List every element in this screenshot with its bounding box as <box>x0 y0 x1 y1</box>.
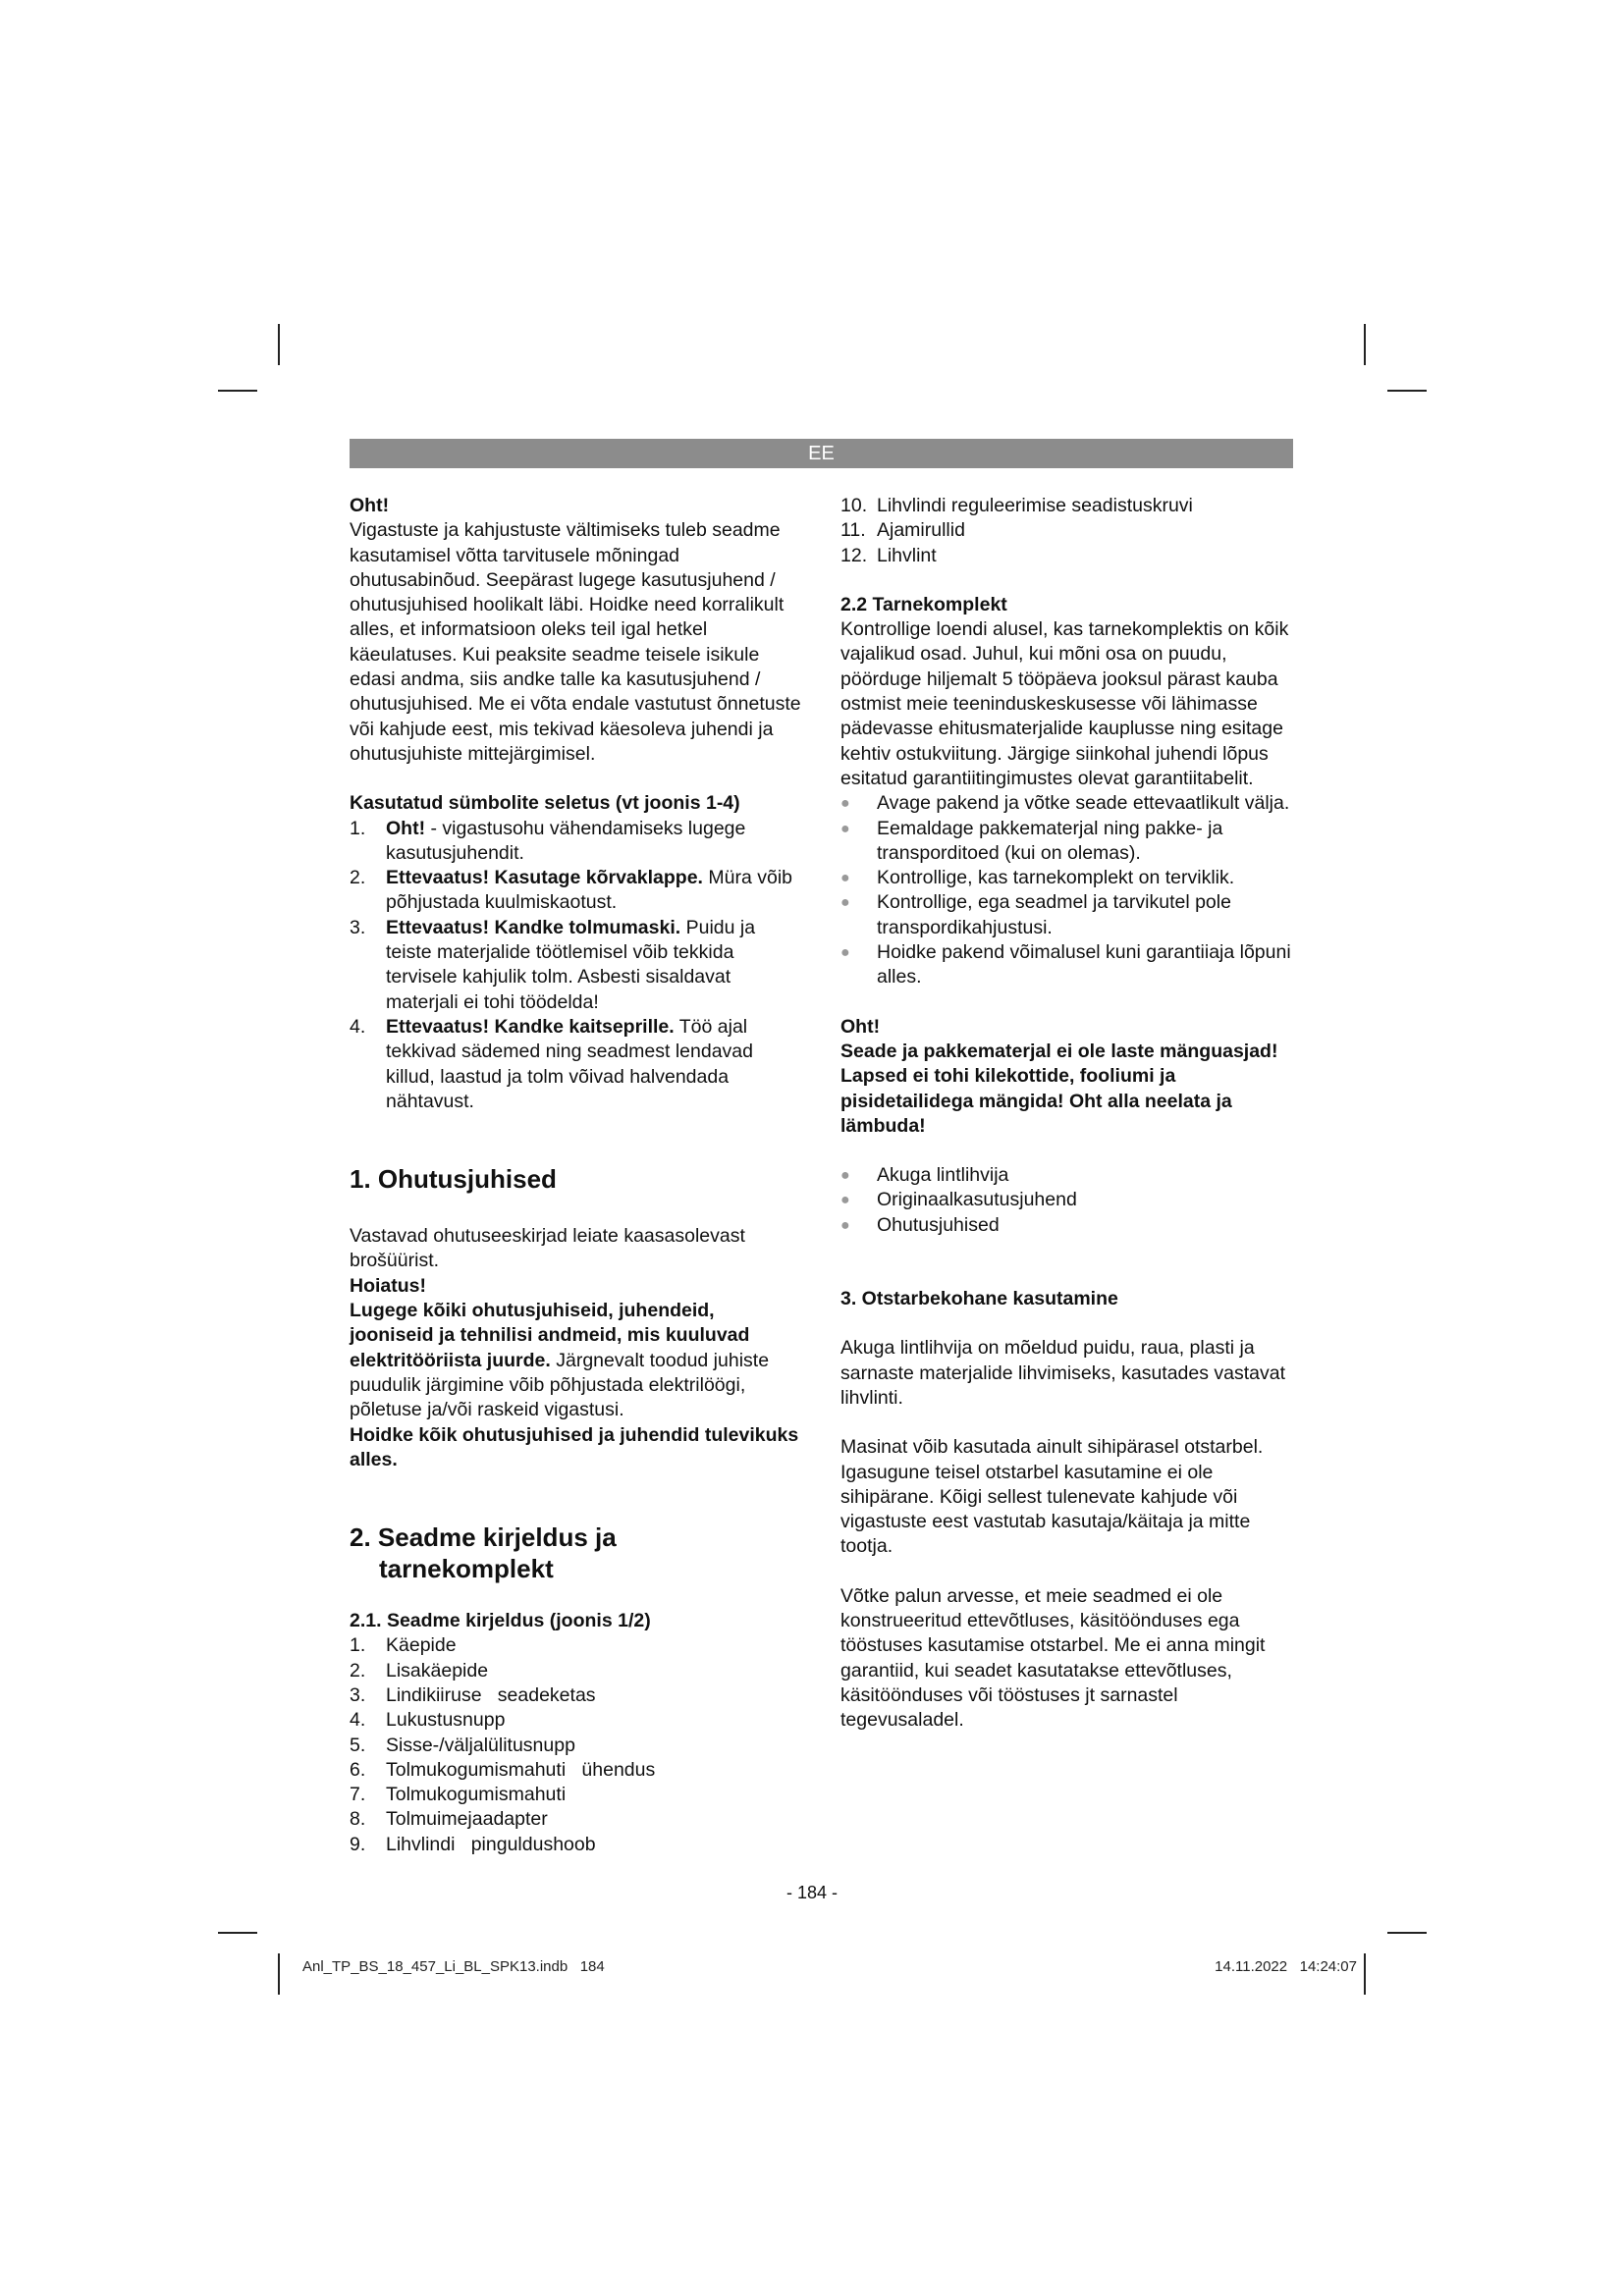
crop-mark <box>278 324 280 365</box>
section-3-p2: Masinat võib kasutada ainult sihipärasel otstarbel. Igasugune teisel otstarbel kasutamine ei ole sihipärane. Kõigi sellest tulenevate kahjude või vigastuste eest vastutab kasutaja/käitaja ja mitte tootja. <box>840 1436 1264 1558</box>
delivery-check-list <box>840 791 1294 989</box>
footer-file: Anl_TP_BS_18_457_Li_BL_SPK13.indb 184 <box>302 1958 605 1975</box>
list-item: ● Originaalkasutusjuhend <box>840 1189 1077 1211</box>
symbols-list <box>350 817 803 1115</box>
symbols-title: Kasutatud sümbolite seletus (vt joonis 1-4) <box>350 792 740 815</box>
part-item: 1. Käepide <box>350 1634 457 1657</box>
crop-mark <box>1364 324 1366 365</box>
intro-text: Vigastuste ja kahjustuste vältimiseks tuleb seadme kasutamisel võtta tarvitusele mõningad ohutusabinõud. Seepärast lugege kasutusjuhend / ohutusjuhised hoolikalt läbi. Hoidke need korralikult alles, et informatsioon oleks teil igal hetkel käeulatuses. Kui peaksite seadme teisele isikule edasi andma, siis andke talle ka kasutusjuhend / ohutusjuhised. Me ei võta endale vastutust õnnetuste või kahjude eest, mis tekivad käesoleva juhendi ja ohutusjuhiste mittejärgimisel. <box>350 519 801 765</box>
part-item: 11. Ajamirullid <box>840 519 965 542</box>
list-item: ● Avage pakend ja võtke seade ettevaatlikult välja. <box>840 792 1290 815</box>
part-item: 12. Lihvlint <box>840 544 937 566</box>
part-item: 7. Tolmukogumismahuti <box>350 1784 567 1806</box>
section-2-1-title: 2.1. Seadme kirjeldus (joonis 1/2) <box>350 1610 651 1632</box>
section-1-keep: Hoidke kõik ohutusjuhised ja juhendid tulevikuks alles. <box>350 1423 799 1470</box>
section-1-warning: Hoiatus! <box>350 1274 426 1297</box>
symbol-item: 1. Oht! - vigastusohu vähendamiseks lugege kasutusjuhendit. <box>350 817 746 864</box>
crop-mark <box>1364 1953 1366 1995</box>
section-2-title: 2. Seadme kirjeldus ja tarnekomplekt <box>350 1522 617 1584</box>
section-1-title: 1. Ohutusjuhised <box>350 1164 557 1195</box>
page-number: - 184 - <box>785 1883 839 1902</box>
list-item: ● Eemaldage pakkematerjal ning pakke- ja transporditoed (kui on olemas). <box>840 817 1223 864</box>
part-item: 5. Sisse-/väljalülitusnupp <box>350 1734 575 1756</box>
section-3-p1: Akuga lintlihvija on mõeldud puidu, raua, plasti ja sarnaste materjalide lihvimiseks, kasutades vastavat lihvlinti. <box>840 1337 1286 1409</box>
section-2-2-title: 2.2 Tarnekomplekt <box>840 593 1007 615</box>
part-item: 4. Lukustusnupp <box>350 1709 506 1732</box>
part-item: 9. Lihvlindi pinguldushoob <box>350 1833 596 1855</box>
crop-mark <box>1387 390 1427 392</box>
list-item: ● Kontrollige, kas tarnekomplekt on terviklik. <box>840 867 1235 889</box>
right-column <box>840 494 1294 1733</box>
part-item: 10. Lihvlindi reguleerimise seadistuskruvi <box>840 495 1193 516</box>
section-2-2-text: Kontrollige loendi alusel, kas tarnekomplektis on kõik vajalikud osad. Juhul, kui mõni osa on puudu, pöörduge hiljemalt 5 tööpäeva jooksul pärast kauba ostmist meie teeninduskeskusesse või lähimasse pädevasse ehitusmaterjalide kauplusse ning esitage kehtiv ostukviitung. Järgige siinkohal juhendi lõpus esitatud garantiitingimustes olevat garantiitabelit. <box>840 618 1289 789</box>
intro-title: Oht! <box>350 495 390 516</box>
contents-list <box>840 1163 1294 1238</box>
parts-list <box>350 1633 803 1857</box>
language-header: EE <box>350 439 1293 468</box>
part-item: 6. Tolmukogumismahuti ühendus <box>350 1758 656 1781</box>
left-column <box>350 494 803 1857</box>
crop-mark <box>1387 1932 1427 1934</box>
list-item: ● Kontrollige, ega seadmel ja tarvikutel pole transpordikahjustusi. <box>840 891 1231 938</box>
danger-text: Seade ja pakkematerjal ei ole laste mänguasjad! Lapsed ei tohi kilekottide, fooliumi ja pisidetailidega mängida! Oht alla neelata ja lämbuda! <box>840 1040 1278 1137</box>
section-1-body: Lugege kõiki ohutusjuhiseid, juhendeid, jooniseid ja tehnilisi andmeid, mis kuuluvad elektritööriista juurde. Järgnevalt toodud juhiste puudulik järgimine võib põhjustada elektrilöögi, põletuse ja/või raskeid vigastusi. <box>350 1300 770 1421</box>
section-1-text: Vastavad ohutuseeskirjad leiate kaasasolevast brošüürist. <box>350 1225 745 1272</box>
parts-list-continued <box>840 494 1294 568</box>
list-item: ● Hoidke pakend võimalusel kuni garantiiaja lõpuni alles. <box>840 941 1291 988</box>
crop-mark <box>278 1953 280 1995</box>
crop-mark <box>218 390 257 392</box>
footer-date: 14.11.2022 14:24:07 <box>1215 1958 1357 1975</box>
list-item: ● Ohutusjuhised <box>840 1213 1000 1236</box>
symbol-item: 3. Ettevaatus! Kandke tolmumaski. Puidu ja teiste materjalide töötlemisel võib tekkida tervisele kahjulik tolm. Asbesti sisaldavat materjali ei tohi töödelda! <box>350 916 756 1013</box>
list-item: ● Akuga lintlihvija <box>840 1164 1009 1187</box>
part-item: 8. Tolmuimejaadapter <box>350 1808 548 1831</box>
symbol-item: 2. Ettevaatus! Kasutage kõrvaklappe. Müra võib põhjustada kuulmiskaotust. <box>350 867 793 914</box>
part-item: 3. Lindikiiruse seadeketas <box>350 1683 596 1706</box>
section-3-title: 3. Otstarbekohane kasutamine <box>840 1288 1118 1310</box>
section-3-p3: Võtke palun arvesse, et meie seadmed ei ole konstrueeritud ettevõtluses, käsitöönduses ega tööstuses kasutamise otstarbel. Me ei anna mingit garantiid, kui seadet kasutatakse ettevõtluses, käsitöönduses või tööstuses jt sarnastel tegevusaladel. <box>840 1584 1266 1732</box>
crop-mark <box>218 1932 257 1934</box>
part-item: 2. Lisakäepide <box>350 1659 489 1682</box>
danger-title: Oht! <box>840 1015 881 1038</box>
symbol-item: 4. Ettevaatus! Kandke kaitseprille. Töö ajal tekkivad sädemed ning seadmest lendavad killud, laastud ja tolm võivad halvendada nähtavust. <box>350 1015 753 1112</box>
